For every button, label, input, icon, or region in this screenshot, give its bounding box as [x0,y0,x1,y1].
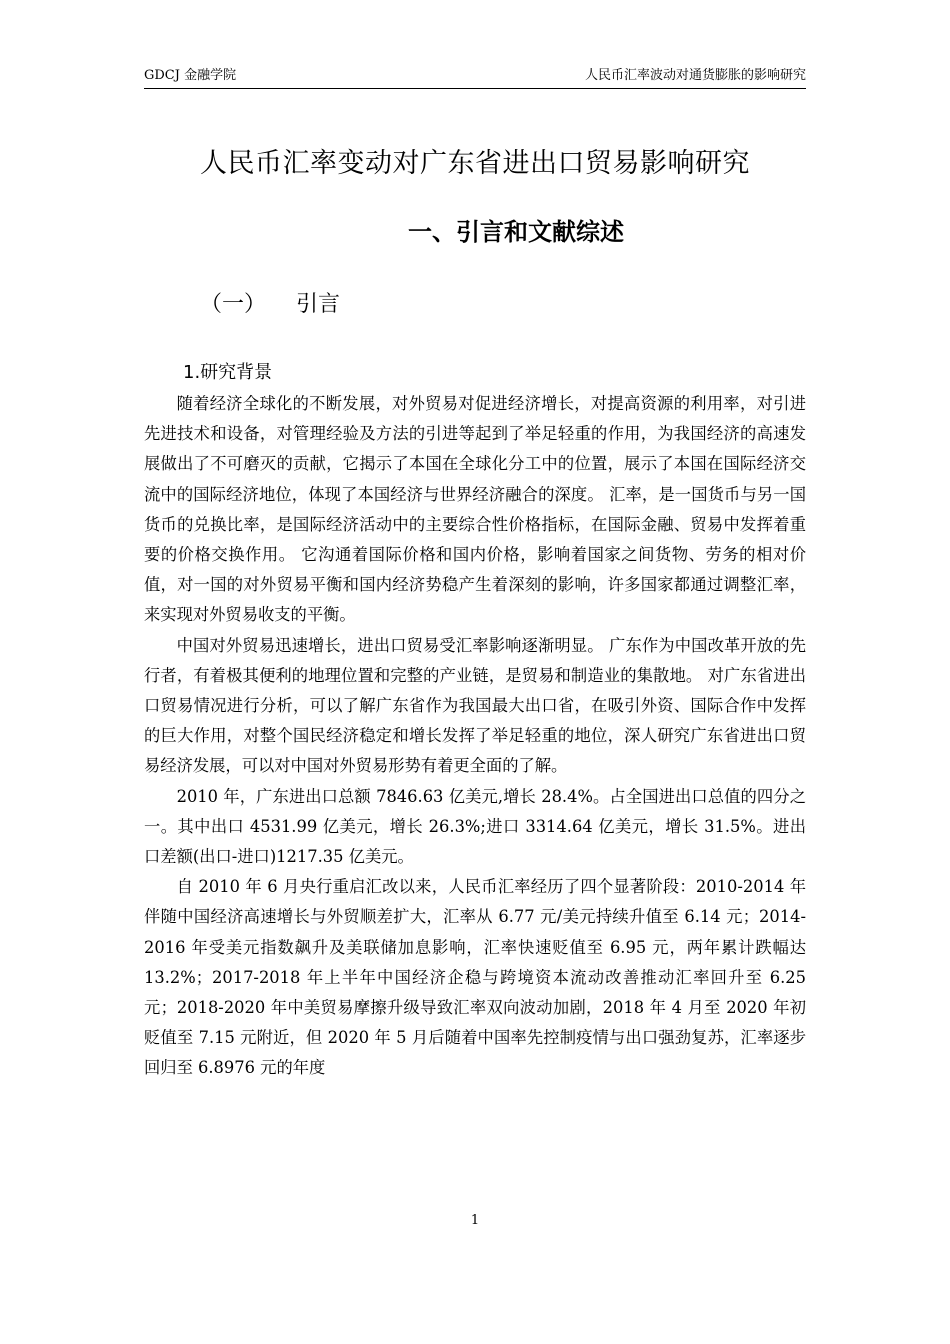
body-text [144,389,806,1084]
paragraph: 中国对外贸易迅速增长，进出口贸易受汇率影响逐渐明显。 广东作为中国改革开放的先行者，有着极其便利的地理位置和完整的产业链，是贸易和制造业的集散地。 对广东省进出口贸易情况进行分析，可以了解广东省作为我国最大出口省，在吸引外资、国际合作中发挥的巨大作用，对整个国民经济稳定和增长发挥了举足轻重的地位，深人研究广东省进出口贸易经济发展，可以对中国对外贸易形势有着更全面的了解。 [144,635,806,776]
subsection-heading [200,288,340,322]
document-title: 人民币汇率变动对广东省进出口贸易影响研究 [200,148,750,179]
page-header [144,66,806,89]
section-heading: 一、引言和文献综述 [408,218,624,246]
paragraph: 自 2010 年 6 月央行重启汇改以来，人民币汇率经历了四个显著阶段：2010-2014 年伴随中国经济高速增长与外贸顺差扩大，汇率从 6.77 元/美元持续升值至 6.14 元；2014-2016 年受美元指数飙升及美联储加息影响，汇率快速贬值至 6.95 元，两年累计跌幅达 13.2%；2017-2018 年上半年中国经济企稳与跨境资本流动改善推动汇率回升至 6.25 元；2018-2020 年中美贸易摩擦升级导致汇率双向波动加剧，2018 年 4 月至 2020 年初贬值至 7.15 元附近，但 2020 年 5 月后随着中国率先控制疫情与出口强劲复苏，汇率逐步回归至 6.8976 元的年度 [144,877,806,1078]
topic-heading: 1.研究背景 [183,362,273,383]
paragraph: 随着经济全球化的不断发展，对外贸易对促进经济增长，对提高资源的利用率，对引进先进技术和设备，对管理经验及方法的引进等起到了举足轻重的作用，为我国经济的高速发展做出了不可磨灭的贡献，它揭示了本国在全球化分工中的位置，展示了本国在国际经济交流中的国际经济地位，体现了本国经济与世界经济融合的深度。 汇率，是一国货币与另一国货币的兑换比率，是国际经济活动中的主要综合性价格指标，在国际金融、贸易中发挥着重要的价格交换作用。 它沟通着国际价格和国内价格，影响着国家之间货物、劳务的相对价值，对一国的对外贸易平衡和国内经济势稳产生着深刻的影响，许多国家都通过调整汇率，来实现对外贸易收支的平衡。 [144,394,806,625]
header-institution: GDCJ 金融学院 [144,68,237,83]
paragraph: 2010 年，广东进出口总额 7846.63 亿美元,增长 28.4%。占全国进出口总值的四分之一。其中出口 4531.99 亿美元，增长 26.3%;进口 3314.64 亿美元，增长 31.5%。进出口差额(出口-进口)1217.35 亿美元。 [144,786,806,867]
subsection-label: 引言 [296,292,341,317]
subsection-number: （一） [200,292,267,317]
header-running-title: 人民币汇率波动对通货膨胀的影响研究 [584,68,806,83]
page-number: 1 [470,1213,480,1228]
